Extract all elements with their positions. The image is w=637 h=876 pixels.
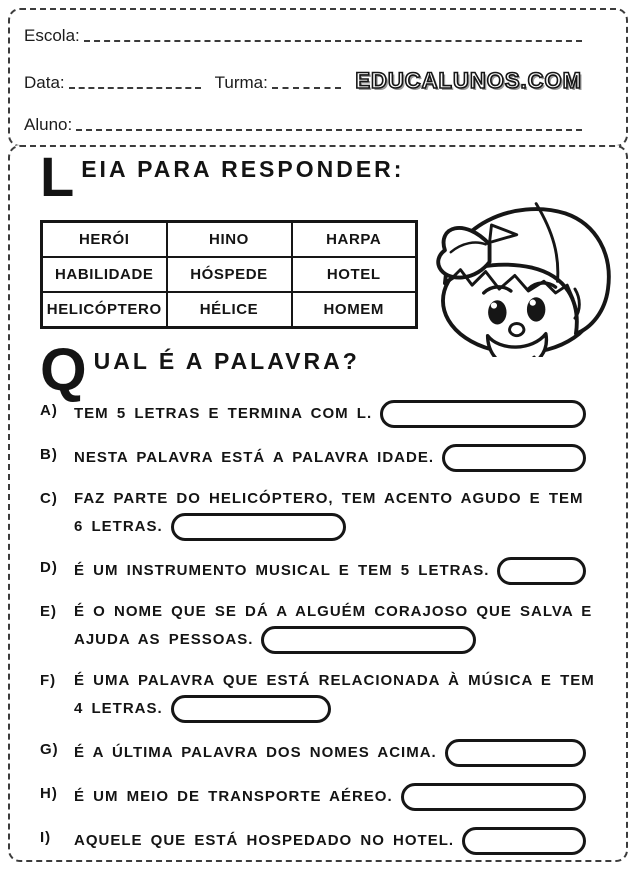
question-letter: D) <box>40 559 58 576</box>
answer-blank-oval[interactable] <box>442 444 586 472</box>
answer-blank-oval[interactable] <box>462 827 586 855</box>
word-table-row <box>42 222 417 258</box>
question-text: AJUDA AS PESSOAS. <box>74 631 254 648</box>
student-label: Aluno: <box>24 115 73 134</box>
question-letter: F) <box>40 672 57 689</box>
class-label: Turma: <box>214 72 268 92</box>
school-label: Escola: <box>24 26 80 45</box>
boy-eye-left <box>488 300 506 324</box>
answer-blank-oval[interactable] <box>171 695 331 723</box>
question-item-e <box>40 601 593 654</box>
question-letter: H) <box>40 785 58 802</box>
question-item-b <box>40 444 586 472</box>
question-text: É UM INSTRUMENTO MUSICAL E TEM 5 LETRAS. <box>74 562 490 579</box>
word-cell: HERÓI <box>42 222 167 258</box>
question-item-a <box>40 400 586 428</box>
student-input-line[interactable] <box>76 117 582 131</box>
word-cell: HARPA <box>292 222 417 258</box>
question-text: TEM 5 LETRAS E TERMINA COM L. <box>74 405 373 422</box>
question-text: É O NOME QUE SE DÁ A ALGUÉM CORAJOSO QUE SALVA E <box>74 603 593 620</box>
date-class-field-row <box>24 69 582 93</box>
question-item-f <box>40 670 595 723</box>
question-letter: G) <box>40 741 59 758</box>
question-letter: A) <box>40 402 58 419</box>
question-content <box>74 488 586 541</box>
question-content <box>74 739 586 767</box>
question-text: AQUELE QUE ESTÁ HOSPEDADO NO HOTEL. <box>74 832 455 849</box>
question-content <box>74 670 595 723</box>
question-text: 6 LETRAS. <box>74 518 163 535</box>
question-text: NESTA PALAVRA ESTÁ A PALAVRA IDADE. <box>74 449 435 466</box>
question-letter: I) <box>40 829 52 846</box>
drop-cap-l: L <box>40 145 75 208</box>
question-content <box>74 444 586 472</box>
school-input-line[interactable] <box>84 28 582 42</box>
class-input-line[interactable] <box>272 75 341 89</box>
educalunos-logo: EDUCALUNOS.COM <box>355 67 582 93</box>
word-table <box>40 220 418 329</box>
answer-blank-oval[interactable] <box>401 783 586 811</box>
student-field-row <box>24 115 582 135</box>
answer-blank-oval[interactable] <box>497 557 586 585</box>
question-content <box>74 827 586 855</box>
question-text: FAZ PARTE DO HELICÓPTERO, TEM ACENTO AGUDO E TEM <box>74 490 584 507</box>
word-cell: HELICÓPTERO <box>42 292 167 328</box>
question-letter: E) <box>40 603 57 620</box>
question-text: É UM MEIO DE TRANSPORTE AÉREO. <box>74 788 393 805</box>
question-letter: C) <box>40 490 58 507</box>
question-content <box>74 601 593 654</box>
word-cell: HOMEM <box>292 292 417 328</box>
answer-blank-oval[interactable] <box>171 513 346 541</box>
answer-blank-oval[interactable] <box>380 400 586 428</box>
question-list <box>40 400 595 871</box>
date-input-line[interactable] <box>69 75 201 89</box>
school-field-row <box>24 26 582 46</box>
question-content <box>74 400 586 428</box>
header-box <box>8 8 628 147</box>
question-item-h <box>40 783 586 811</box>
answer-blank-oval[interactable] <box>445 739 586 767</box>
question-content <box>74 783 586 811</box>
answer-blank-oval[interactable] <box>261 626 476 654</box>
word-cell: HABILIDADE <box>42 257 167 292</box>
question-item-d <box>40 557 586 585</box>
word-table-row <box>42 292 417 328</box>
boy-illustration <box>422 192 627 357</box>
question-text: É UMA PALAVRA QUE ESTÁ RELACIONADA À MÚSICA E TEM <box>74 672 595 689</box>
read-section-title-text: EIA PARA RESPONDER: <box>81 156 405 182</box>
read-section-title <box>40 145 405 208</box>
boy-cap-bill <box>438 228 489 278</box>
question-item-c <box>40 488 586 541</box>
word-cell: HÉLICE <box>167 292 292 328</box>
drop-cap-q: Q <box>40 336 87 403</box>
word-cell: HOTEL <box>292 257 417 292</box>
question-text: É A ÚLTIMA PALAVRA DOS NOMES ACIMA. <box>74 744 437 761</box>
boy-nose <box>510 324 524 336</box>
date-label: Data: <box>24 72 65 92</box>
question-content <box>74 557 586 585</box>
word-table-row <box>42 257 417 292</box>
question-item-i <box>40 827 586 855</box>
word-cell: HÓSPEDE <box>167 257 292 292</box>
boy-eye-right <box>527 297 545 321</box>
question-item-g <box>40 739 586 767</box>
question-section-title <box>40 336 360 403</box>
word-cell: HINO <box>167 222 292 258</box>
question-letter: B) <box>40 446 58 463</box>
question-text: 4 LETRAS. <box>74 700 163 717</box>
question-section-title-text: UAL É A PALAVRA? <box>93 348 360 374</box>
activity-box <box>8 145 628 862</box>
